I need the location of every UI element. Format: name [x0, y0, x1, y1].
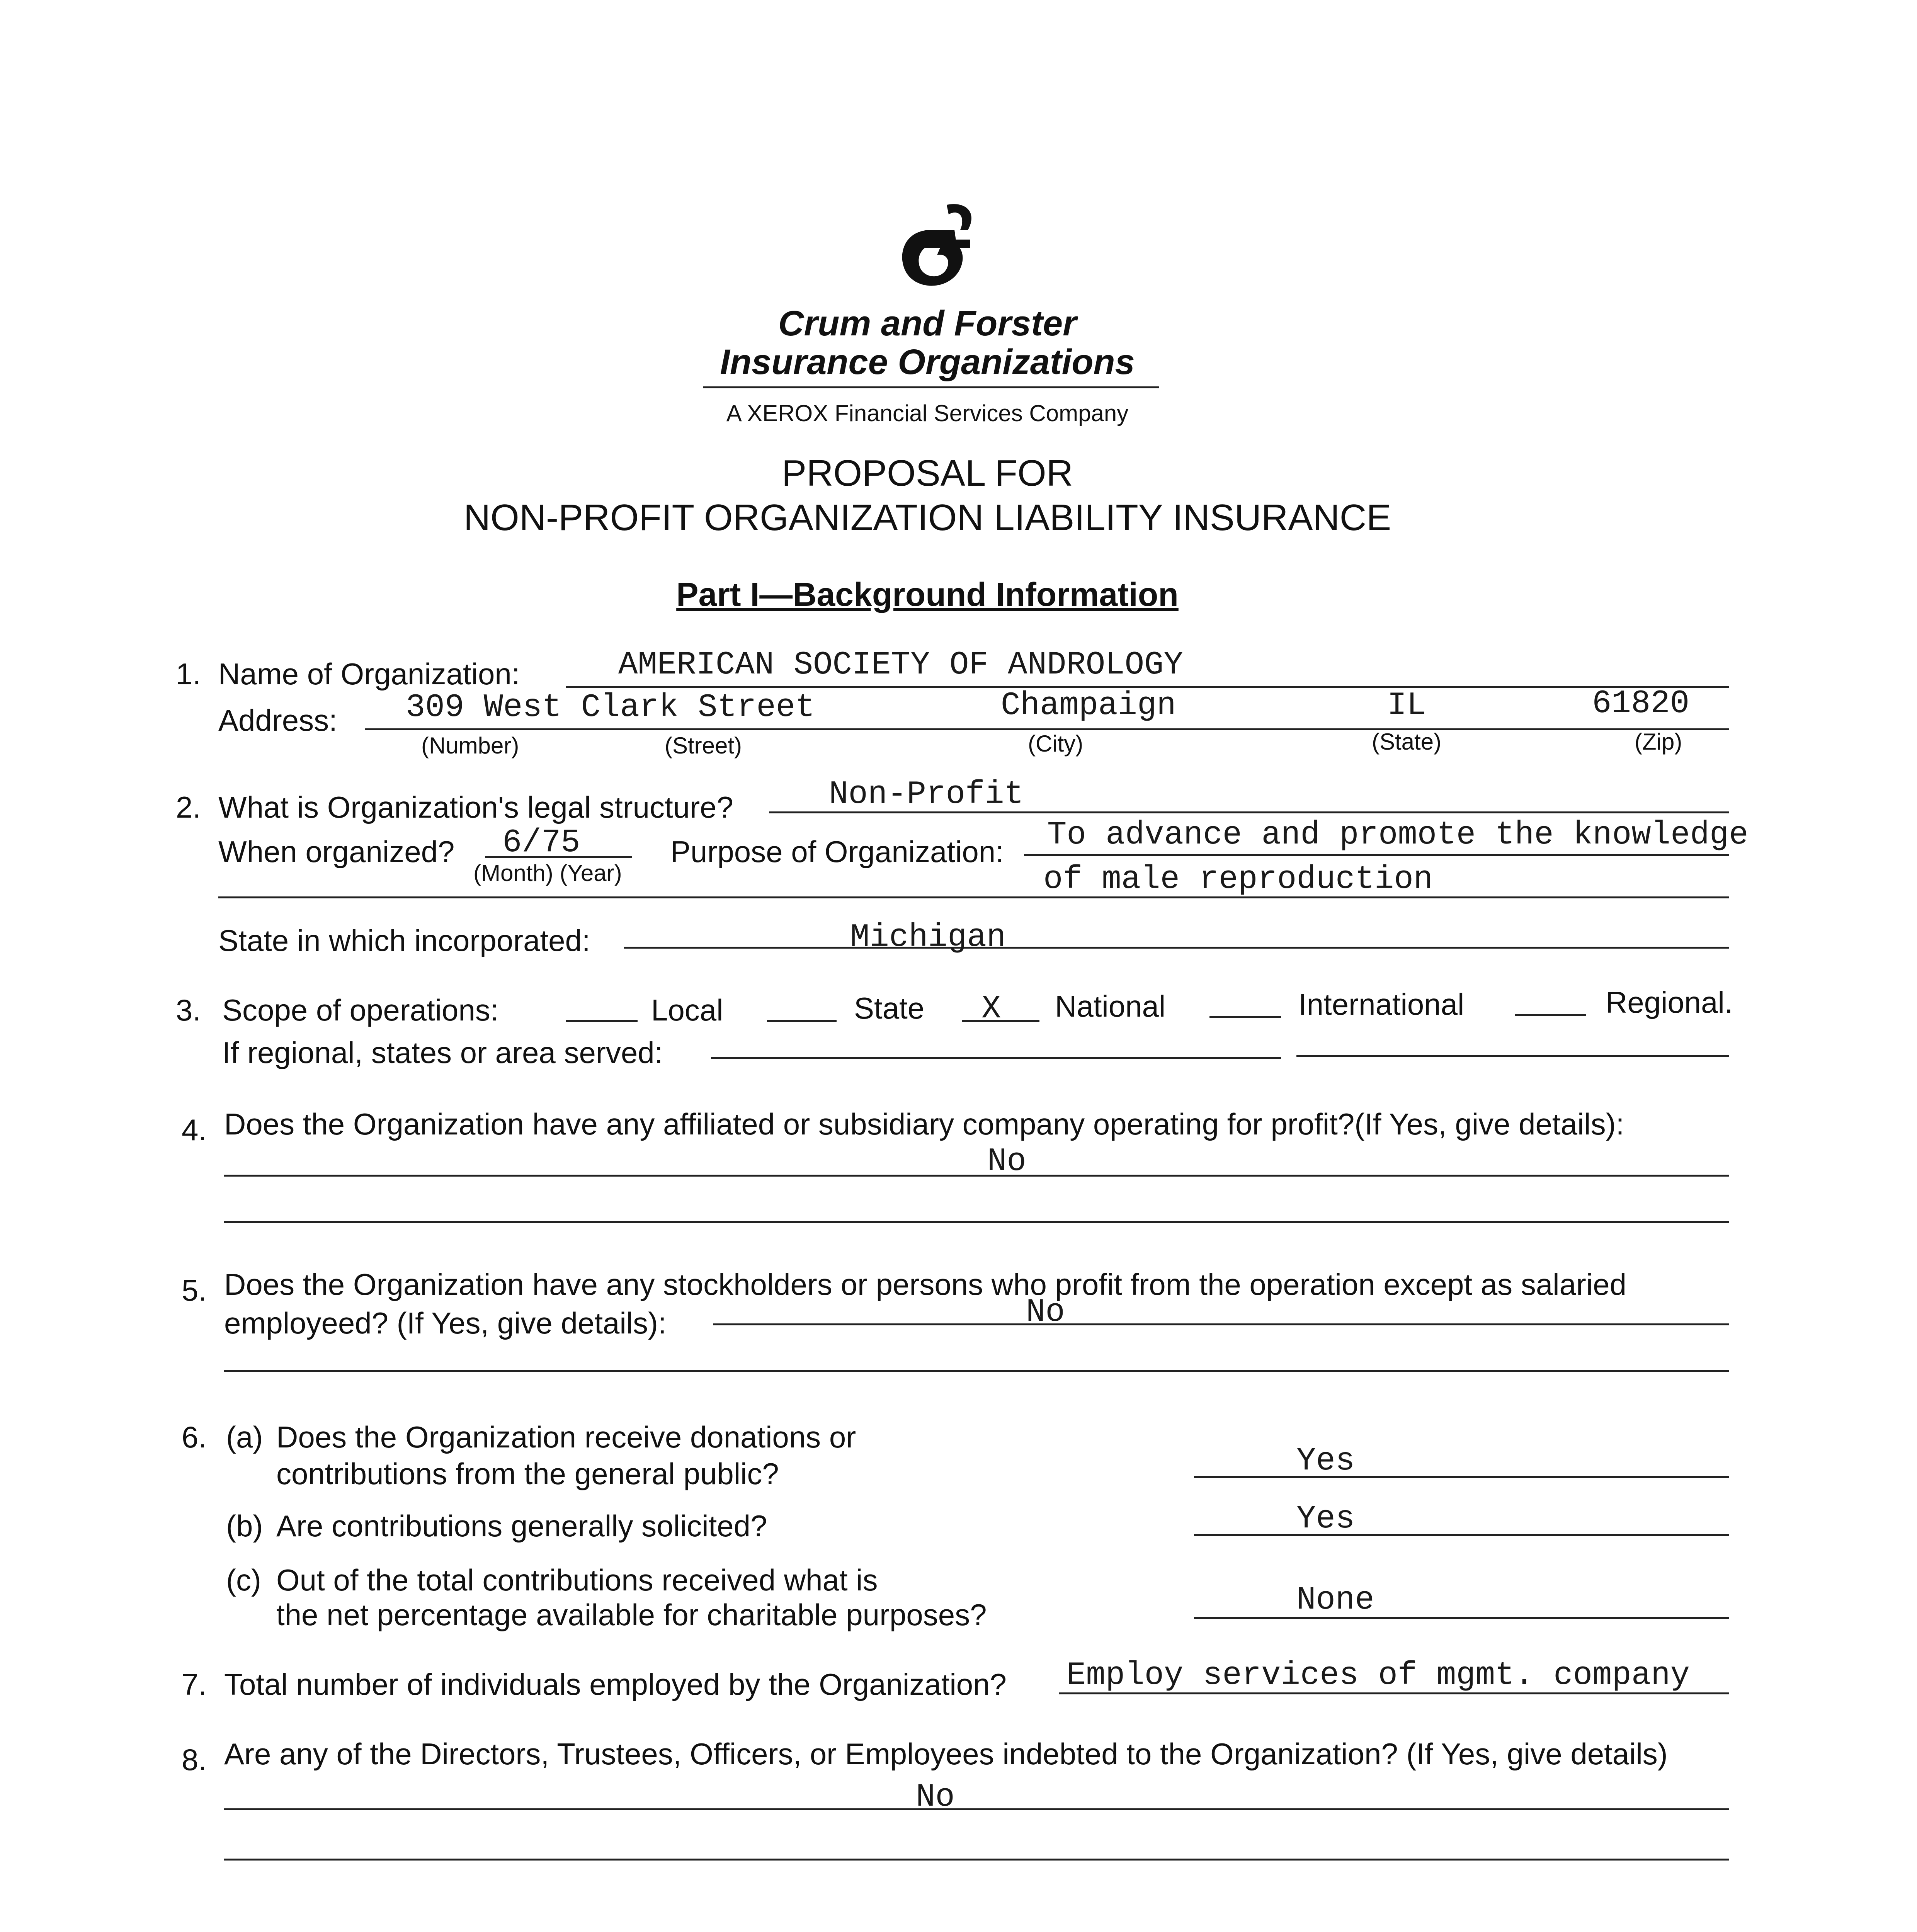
form-title-line1: PROPOSAL FOR: [782, 452, 1073, 494]
legal-structure-value[interactable]: Non-Profit: [829, 776, 1024, 813]
q6c-tag: (c): [226, 1563, 261, 1597]
scope-label: Scope of operations:: [222, 993, 499, 1027]
month-year-caption: (Month) (Year): [473, 860, 622, 886]
purpose-label: Purpose of Organization:: [670, 835, 1004, 869]
q7-number: 7.: [182, 1667, 207, 1701]
address-state-value[interactable]: IL: [1387, 687, 1426, 724]
q2-number: 2.: [176, 790, 201, 824]
brand-name-line2: Insurance Organizations: [720, 342, 1135, 382]
q5-label-line2: employeed? (If Yes, give details):: [224, 1306, 667, 1340]
scope-local-option: Local: [651, 993, 723, 1027]
subsidiary-text: A XEROX Financial Services Company: [726, 400, 1129, 426]
address-city-value[interactable]: Champaign: [1001, 687, 1176, 724]
q1-number: 1.: [176, 657, 201, 691]
state-incorporated-value[interactable]: Michigan: [850, 919, 1006, 956]
scope-state-option: State: [854, 991, 925, 1025]
q6a-answer[interactable]: Yes: [1296, 1443, 1355, 1480]
caption-state: (State): [1372, 729, 1442, 755]
regional-served-label: If regional, states or area served:: [222, 1036, 663, 1070]
q3-number: 3.: [176, 993, 201, 1027]
brand-name-line1: Crum and Forster: [778, 304, 1077, 343]
caption-street: (Street): [665, 733, 742, 759]
q8-answer[interactable]: No: [916, 1779, 955, 1816]
state-incorporated-label: State in which incorporated:: [218, 923, 590, 957]
q6a-label-line1: Does the Organization receive donations or: [276, 1420, 856, 1454]
q4-answer[interactable]: No: [987, 1143, 1026, 1180]
org-name-label: Name of Organization:: [218, 657, 520, 691]
part1-heading: Part I—Background Information: [676, 576, 1179, 613]
q6a-label-line2: contributions from the general public?: [276, 1457, 779, 1491]
purpose-value-line2[interactable]: of male reproduction: [1043, 861, 1433, 898]
q7-answer[interactable]: Employ services of mgmt. company: [1067, 1657, 1690, 1694]
q6a-tag: (a): [226, 1420, 263, 1454]
org-name-value[interactable]: AMERICAN SOCIETY OF ANDROLOGY: [618, 647, 1183, 684]
scope-national-mark[interactable]: X: [981, 991, 1001, 1027]
q4-label: Does the Organization have any affiliated or subsidiary company operating for profit?(If Yes, give details):: [224, 1107, 1624, 1141]
when-organized-label: When organized?: [218, 835, 455, 869]
q6c-answer[interactable]: None: [1296, 1582, 1374, 1619]
q7-label: Total number of individuals employed by the Organization?: [224, 1667, 1007, 1701]
q6b-tag: (b): [226, 1509, 263, 1543]
q5-number: 5.: [182, 1273, 207, 1307]
scope-regional-option: Regional.: [1606, 985, 1733, 1019]
q5-answer[interactable]: No: [1026, 1294, 1065, 1331]
q6c-label-line2: the net percentage available for charitable purposes?: [276, 1598, 987, 1632]
when-organized-value[interactable]: 6/75: [502, 825, 580, 861]
q6-number: 6.: [182, 1420, 207, 1454]
q6b-label: Are contributions generally solicited?: [276, 1509, 767, 1543]
q4-number: 4.: [182, 1113, 207, 1147]
legal-structure-label: What is Organization's legal structure?: [218, 790, 733, 824]
scope-international-option: International: [1298, 987, 1465, 1021]
purpose-value-line1[interactable]: To advance and promote the knowledge: [1047, 817, 1749, 854]
scope-national-option: National: [1055, 989, 1166, 1023]
q8-label: Are any of the Directors, Trustees, Officers, or Employees indebted to the Organization? (If Yes, give details): [224, 1737, 1668, 1771]
form-title-line2: NON-PROFIT ORGANIZATION LIABILITY INSURANCE: [463, 497, 1391, 538]
address-number-street-value[interactable]: 309 West Clark Street: [406, 689, 815, 726]
caption-city: (City): [1028, 731, 1084, 757]
caption-number: (Number): [421, 733, 519, 759]
address-zip-value[interactable]: 61820: [1592, 685, 1690, 722]
crum-forster-logo-icon: [889, 193, 981, 298]
q6b-answer[interactable]: Yes: [1296, 1501, 1355, 1537]
caption-zip: (Zip): [1635, 729, 1682, 755]
q5-label-line1: Does the Organization have any stockholders or persons who profit from the operation except as salaried: [224, 1267, 1626, 1301]
q8-number: 8.: [182, 1743, 207, 1777]
q6c-label-line1: Out of the total contributions received what is: [276, 1563, 878, 1597]
address-label: Address:: [218, 703, 337, 737]
